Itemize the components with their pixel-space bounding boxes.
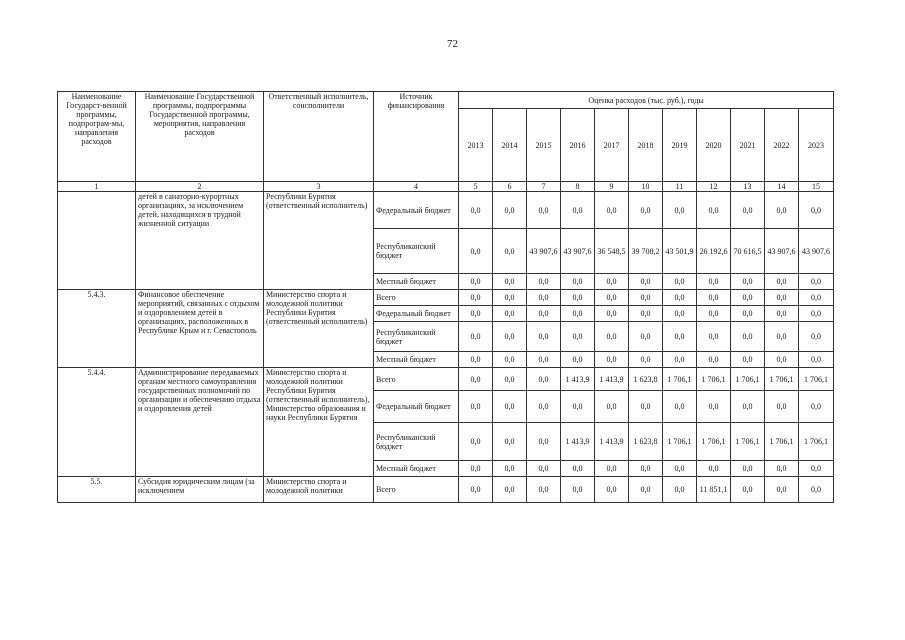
amount-cell: 0,0 <box>459 322 493 352</box>
amount-cell: 0,0 <box>731 477 765 503</box>
amount-cell: 0,0 <box>799 391 834 423</box>
amount-cell: 0,0 <box>697 461 731 477</box>
funding-source: Федеральный бюджет <box>374 192 459 229</box>
year-header: 2018 <box>629 109 663 182</box>
header-name: Наименование Государственной программы, подпрограммы Государственной программы, мероприятия, направления расходов <box>136 92 264 182</box>
column-number: 8 <box>561 182 595 192</box>
amount-cell: 0,0 <box>527 322 561 352</box>
amount-cell: 43 501,9 <box>663 229 697 274</box>
amount-cell: 0,0 <box>799 352 834 368</box>
amount-cell: 0,0 <box>493 290 527 306</box>
amount-cell: 1 413,9 <box>561 368 595 391</box>
amount-cell: 0,0 <box>731 290 765 306</box>
funding-source: Всего <box>374 290 459 306</box>
amount-cell: 0,0 <box>561 322 595 352</box>
column-number: 4 <box>374 182 459 192</box>
amount-cell: 0,0 <box>731 391 765 423</box>
amount-cell: 0,0 <box>663 322 697 352</box>
column-number: 9 <box>595 182 629 192</box>
amount-cell: 0,0 <box>493 368 527 391</box>
amount-cell: 0,0 <box>697 322 731 352</box>
amount-cell: 0,0 <box>629 274 663 290</box>
funding-source: Местный бюджет <box>374 461 459 477</box>
amount-cell: 0,0 <box>629 192 663 229</box>
funding-source: Местный бюджет <box>374 352 459 368</box>
item-name: Администрирование передаваемых органам местного самоуправления государственных полномочий по организации и обеспечению отдыха и оздоровления детей <box>136 368 264 477</box>
amount-cell: 0,0 <box>595 391 629 423</box>
funding-source: Федеральный бюджет <box>374 306 459 322</box>
item-executor: Министерство спорта и молодежной политики Республики Бурятия (ответственный исполнитель) <box>264 290 374 368</box>
expenditure-table <box>57 91 834 503</box>
item-code: 5.4.3. <box>58 290 136 368</box>
amount-cell: 0,0 <box>595 274 629 290</box>
amount-cell: 0,0 <box>663 306 697 322</box>
column-number: 5 <box>459 182 493 192</box>
amount-cell: 0,0 <box>731 322 765 352</box>
funding-source: Всего <box>374 368 459 391</box>
amount-cell: 36 548,5 <box>595 229 629 274</box>
amount-cell: 0,0 <box>731 461 765 477</box>
amount-cell: 0,0 <box>629 290 663 306</box>
item-name: Субсидия юридическим лицам (за исключением <box>136 477 264 503</box>
amount-cell: 0,0 <box>595 352 629 368</box>
header-estimate: Оценка расходов (тыс. руб.), годы <box>459 92 834 109</box>
funding-source: Федеральный бюджет <box>374 391 459 423</box>
amount-cell: 0,0 <box>799 290 834 306</box>
column-number: 14 <box>765 182 799 192</box>
amount-cell: 0,0 <box>493 322 527 352</box>
amount-cell: 0,0 <box>765 352 799 368</box>
amount-cell: 0,0 <box>561 192 595 229</box>
item-code: 5.4.4. <box>58 368 136 477</box>
amount-cell: 0,0 <box>459 391 493 423</box>
amount-cell: 0,0 <box>527 306 561 322</box>
amount-cell: 0,0 <box>459 461 493 477</box>
amount-cell: 0,0 <box>527 477 561 503</box>
amount-cell: 0,0 <box>697 306 731 322</box>
amount-cell: 0,0 <box>561 461 595 477</box>
funding-source: Местный бюджет <box>374 274 459 290</box>
amount-cell: 0,0 <box>459 229 493 274</box>
year-header: 2021 <box>731 109 765 182</box>
amount-cell: 0,0 <box>663 461 697 477</box>
amount-cell: 0,0 <box>459 368 493 391</box>
year-header: 2016 <box>561 109 595 182</box>
amount-cell: 0,0 <box>561 290 595 306</box>
amount-cell: 43 907,6 <box>527 229 561 274</box>
column-number: 2 <box>136 182 264 192</box>
amount-cell: 0,0 <box>561 274 595 290</box>
amount-cell: 0,0 <box>731 352 765 368</box>
amount-cell: 1 706,1 <box>799 368 834 391</box>
amount-cell: 0,0 <box>527 461 561 477</box>
amount-cell: 0,0 <box>561 352 595 368</box>
amount-cell: 0,0 <box>765 461 799 477</box>
amount-cell: 1 706,1 <box>663 423 697 461</box>
year-header: 2014 <box>493 109 527 182</box>
amount-cell: 0,0 <box>493 391 527 423</box>
table-row <box>58 192 834 229</box>
amount-cell: 0,0 <box>629 306 663 322</box>
page-number: 72 <box>447 38 458 50</box>
item-executor: Министерство спорта и молодежной политики <box>264 477 374 503</box>
amount-cell: 0,0 <box>493 352 527 368</box>
item-name: детей в санаторно-курортных организациях, за исключением детей, находящихся в трудной жизненной ситуации <box>136 192 264 290</box>
amount-cell: 0,0 <box>527 423 561 461</box>
column-number: 7 <box>527 182 561 192</box>
amount-cell: 0,0 <box>629 391 663 423</box>
amount-cell: 0,0 <box>629 352 663 368</box>
amount-cell: 0,0 <box>799 322 834 352</box>
amount-cell: 0,0 <box>561 391 595 423</box>
amount-cell: 0,0 <box>663 274 697 290</box>
amount-cell: 0,0 <box>561 477 595 503</box>
amount-cell: 1 706,1 <box>765 423 799 461</box>
amount-cell: 0,0 <box>663 391 697 423</box>
amount-cell: 0,0 <box>595 461 629 477</box>
amount-cell: 0,0 <box>459 352 493 368</box>
amount-cell: 1 623,8 <box>629 368 663 391</box>
amount-cell: 11 851,1 <box>697 477 731 503</box>
column-number: 6 <box>493 182 527 192</box>
amount-cell: 0,0 <box>527 192 561 229</box>
amount-cell: 0,0 <box>765 391 799 423</box>
amount-cell: 0,0 <box>459 192 493 229</box>
amount-cell: 43 907,6 <box>561 229 595 274</box>
amount-cell: 0,0 <box>697 352 731 368</box>
amount-cell: 0,0 <box>799 477 834 503</box>
amount-cell: 0,0 <box>663 290 697 306</box>
amount-cell: 0,0 <box>493 461 527 477</box>
column-number: 13 <box>731 182 765 192</box>
amount-cell: 0,0 <box>459 290 493 306</box>
amount-cell: 0,0 <box>799 274 834 290</box>
amount-cell: 0,0 <box>697 274 731 290</box>
amount-cell: 0,0 <box>697 290 731 306</box>
table-row <box>58 290 834 306</box>
funding-source: Всего <box>374 477 459 503</box>
amount-cell: 0,0 <box>629 322 663 352</box>
column-number: 3 <box>264 182 374 192</box>
amount-cell: 0,0 <box>595 477 629 503</box>
amount-cell: 0,0 <box>459 274 493 290</box>
amount-cell: 1 706,1 <box>731 423 765 461</box>
amount-cell: 0,0 <box>663 192 697 229</box>
amount-cell: 0,0 <box>527 290 561 306</box>
amount-cell: 0,0 <box>459 306 493 322</box>
column-number: 1 <box>58 182 136 192</box>
amount-cell: 39 708,2 <box>629 229 663 274</box>
amount-cell: 0,0 <box>527 352 561 368</box>
column-number: 11 <box>663 182 697 192</box>
table-row <box>58 368 834 391</box>
amount-cell: 0,0 <box>629 461 663 477</box>
item-code: 5.5. <box>58 477 136 503</box>
year-header: 2023 <box>799 109 834 182</box>
amount-cell: 0,0 <box>595 192 629 229</box>
amount-cell: 0,0 <box>765 306 799 322</box>
header-program: Наименование Государст-венной программы, подпрограм-мы, направления расходов <box>58 92 136 182</box>
amount-cell: 0,0 <box>527 391 561 423</box>
amount-cell: 70 616,5 <box>731 229 765 274</box>
amount-cell: 0,0 <box>765 322 799 352</box>
item-code <box>58 192 136 290</box>
amount-cell: 43 907,6 <box>799 229 834 274</box>
amount-cell: 1 706,1 <box>731 368 765 391</box>
column-number: 10 <box>629 182 663 192</box>
amount-cell: 1 706,1 <box>697 423 731 461</box>
table-row <box>58 477 834 503</box>
amount-cell: 0,0 <box>765 477 799 503</box>
amount-cell: 0,0 <box>459 423 493 461</box>
amount-cell: 0,0 <box>595 306 629 322</box>
year-header: 2015 <box>527 109 561 182</box>
amount-cell: 1 706,1 <box>663 368 697 391</box>
header-source: Источник финансирования <box>374 92 459 182</box>
header-executor: Ответственный исполнитель, соисполнители <box>264 92 374 182</box>
amount-cell: 0,0 <box>629 477 663 503</box>
amount-cell: 0,0 <box>663 477 697 503</box>
amount-cell: 0,0 <box>765 290 799 306</box>
column-number: 15 <box>799 182 834 192</box>
amount-cell: 1 413,9 <box>595 423 629 461</box>
amount-cell: 1 413,9 <box>561 423 595 461</box>
amount-cell: 0,0 <box>697 192 731 229</box>
amount-cell: 0,0 <box>765 274 799 290</box>
amount-cell: 0,0 <box>799 192 834 229</box>
funding-source: Республиканский бюджет <box>374 229 459 274</box>
amount-cell: 0,0 <box>765 192 799 229</box>
amount-cell: 0,0 <box>731 192 765 229</box>
year-header: 2022 <box>765 109 799 182</box>
amount-cell: 0,0 <box>731 306 765 322</box>
amount-cell: 0,0 <box>493 477 527 503</box>
amount-cell: 1 413,9 <box>595 368 629 391</box>
item-name: Финансовое обеспечение мероприятий, связанных с отдыхом и оздоровлением детей в организациях, расположенных в Республике Крым и г. Севастополь <box>136 290 264 368</box>
amount-cell: 0,0 <box>561 306 595 322</box>
amount-cell: 0,0 <box>663 352 697 368</box>
funding-source: Республиканский бюджет <box>374 322 459 352</box>
amount-cell: 0,0 <box>527 274 561 290</box>
amount-cell: 1 706,1 <box>799 423 834 461</box>
amount-cell: 1 706,1 <box>697 368 731 391</box>
amount-cell: 0,0 <box>493 192 527 229</box>
amount-cell: 0,0 <box>799 461 834 477</box>
amount-cell: 0,0 <box>595 322 629 352</box>
amount-cell: 0,0 <box>731 274 765 290</box>
amount-cell: 1 706,1 <box>765 368 799 391</box>
year-header: 2020 <box>697 109 731 182</box>
amount-cell: 0,0 <box>459 477 493 503</box>
item-executor: Министерство спорта и молодежной политики Республики Бурятия (ответственный исполнитель), Министерство образования и науки Республики Бурятия <box>264 368 374 477</box>
year-header: 2013 <box>459 109 493 182</box>
amount-cell: 0,0 <box>493 423 527 461</box>
amount-cell: 0,0 <box>493 229 527 274</box>
amount-cell: 1 623,8 <box>629 423 663 461</box>
year-header: 2019 <box>663 109 697 182</box>
amount-cell: 26 192,6 <box>697 229 731 274</box>
amount-cell: 0,0 <box>527 368 561 391</box>
amount-cell: 0,0 <box>493 274 527 290</box>
amount-cell: 0,0 <box>493 306 527 322</box>
amount-cell: 0,0 <box>799 306 834 322</box>
amount-cell: 43 907,6 <box>765 229 799 274</box>
funding-source: Республиканский бюджет <box>374 423 459 461</box>
amount-cell: 0,0 <box>697 391 731 423</box>
column-number: 12 <box>697 182 731 192</box>
item-executor: Республики Бурятия (ответственный исполнитель) <box>264 192 374 290</box>
amount-cell: 0,0 <box>595 290 629 306</box>
year-header: 2017 <box>595 109 629 182</box>
